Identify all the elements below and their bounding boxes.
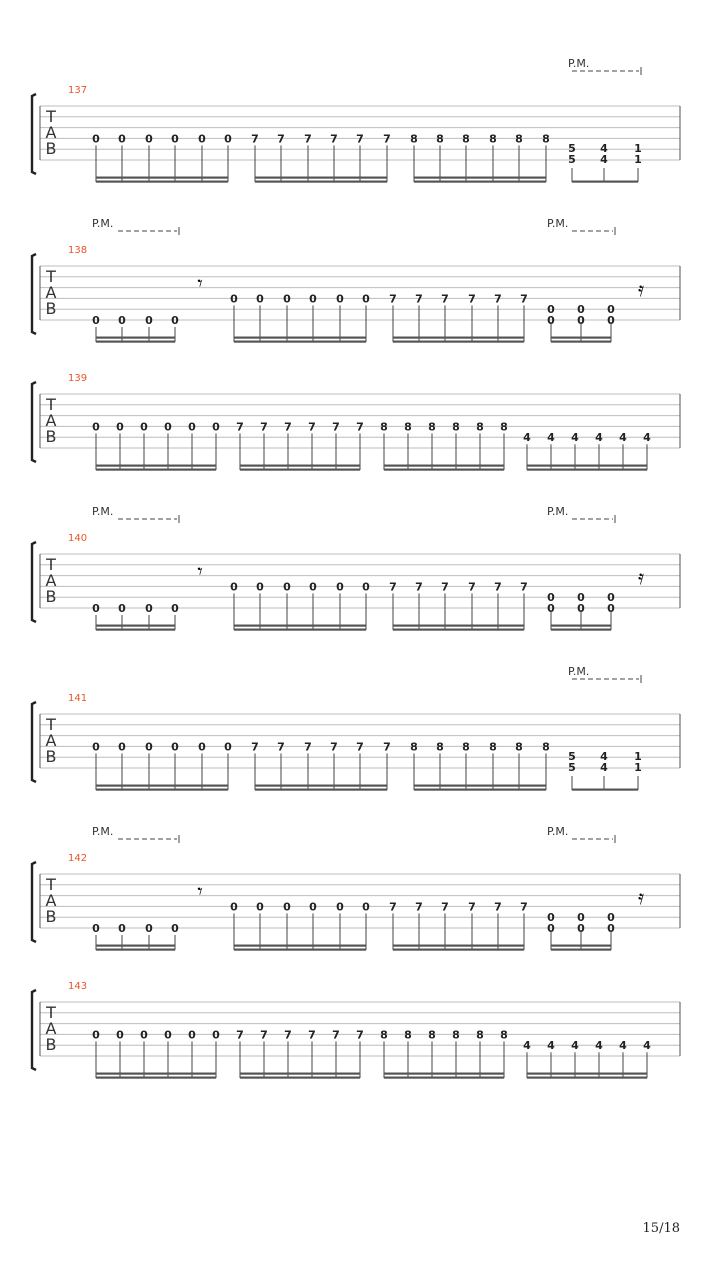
fret-number: 8 — [436, 740, 444, 754]
fret-number: 0 — [171, 314, 179, 327]
tab-clef-letter: B — [45, 587, 57, 606]
fret-number: 0 — [118, 602, 126, 615]
tab-clef-letter: A — [45, 283, 57, 302]
fret-number: 0 — [224, 132, 232, 146]
tab-clef-letter: T — [46, 555, 56, 574]
fret-number: 7 — [330, 740, 338, 754]
tab-clef-letter: A — [45, 731, 57, 750]
note-beam — [234, 625, 366, 627]
note-beam — [240, 469, 360, 471]
palm-mute-label: P.M. — [92, 505, 114, 518]
fret-number: 0 — [230, 292, 238, 306]
system-brace — [32, 542, 36, 622]
tab-clef-letter: A — [45, 891, 57, 910]
fret-number: 0 — [362, 900, 370, 914]
fret-number: 7 — [415, 580, 423, 594]
fret-number: 0 — [607, 922, 615, 936]
fret-number: 8 — [404, 1028, 412, 1042]
fret-number: 0 — [577, 911, 585, 925]
note-beam — [414, 785, 546, 787]
fret-number: 7 — [284, 1028, 292, 1042]
fret-number: 0 — [256, 580, 264, 594]
system-143 — [32, 981, 680, 1079]
note-beam — [551, 949, 611, 951]
fret-number: 0 — [362, 292, 370, 306]
page-number: 15/18 — [642, 1221, 680, 1236]
fret-number: 7 — [330, 132, 338, 146]
fret-number: 0 — [140, 1028, 148, 1042]
fret-number: 4 — [600, 761, 608, 774]
fret-number: 4 — [619, 431, 627, 445]
fret-number: 0 — [118, 740, 126, 754]
note-beam — [393, 629, 524, 631]
tab-clef-letter: T — [46, 1003, 56, 1022]
fret-number: 0 — [256, 292, 264, 306]
note-beam — [255, 177, 387, 179]
fret-number: 7 — [308, 1028, 316, 1042]
tab-clef-letter: B — [45, 299, 57, 318]
fret-number: 5 — [568, 750, 576, 763]
fret-number: 7 — [304, 132, 312, 146]
tab-clef-letter: T — [46, 107, 56, 126]
note-beam — [414, 789, 546, 791]
note-beam — [384, 465, 504, 467]
note-beam — [393, 341, 524, 343]
system-brace — [32, 702, 36, 782]
note-beam — [240, 1073, 360, 1075]
fret-number: 5 — [568, 142, 576, 155]
fret-number: 0 — [92, 132, 100, 146]
fret-number: 0 — [198, 740, 206, 754]
note-beam — [527, 1077, 647, 1079]
fret-number: 7 — [383, 740, 391, 754]
note-beam — [255, 181, 387, 183]
note-beam — [551, 341, 611, 343]
tab-clef-letter: T — [46, 715, 56, 734]
fret-number: 0 — [336, 580, 344, 594]
fret-number: 4 — [600, 750, 608, 763]
fret-number: 0 — [116, 420, 124, 434]
note-beam — [551, 629, 611, 631]
fret-number: 8 — [476, 420, 484, 434]
fret-number: 8 — [515, 740, 523, 754]
measure-number: 142 — [68, 853, 88, 864]
note-beam — [414, 177, 546, 179]
note-beam — [255, 789, 387, 791]
fret-number: 7 — [494, 900, 502, 914]
system-142 — [32, 825, 680, 951]
note-beam — [393, 945, 524, 947]
fret-number: 7 — [356, 740, 364, 754]
tab-clef-letter: T — [46, 875, 56, 894]
system-brace — [32, 862, 36, 942]
fret-number: 7 — [356, 132, 364, 146]
fret-number: 4 — [619, 1039, 627, 1053]
fret-number: 0 — [577, 591, 585, 605]
fret-number: 0 — [92, 922, 100, 935]
fret-number: 0 — [145, 740, 153, 754]
fret-number: 8 — [410, 740, 418, 754]
system-brace — [32, 382, 36, 462]
fret-number: 0 — [145, 132, 153, 146]
fret-number: 0 — [336, 292, 344, 306]
fret-number: 0 — [212, 1028, 220, 1042]
fret-number: 7 — [441, 900, 449, 914]
fret-number: 0 — [171, 602, 179, 615]
system-139 — [32, 373, 680, 471]
sixteenth-rest: 𝄿 — [637, 277, 645, 301]
fret-number: 0 — [547, 602, 555, 616]
note-beam — [96, 949, 175, 951]
note-beam — [96, 177, 228, 179]
fret-number: 8 — [380, 420, 388, 434]
fret-number: 4 — [523, 1039, 531, 1053]
fret-number: 0 — [362, 580, 370, 594]
fret-number: 0 — [230, 900, 238, 914]
fret-number: 0 — [256, 900, 264, 914]
fret-number: 0 — [577, 602, 585, 616]
fret-number: 0 — [577, 303, 585, 317]
fret-number: 0 — [145, 314, 153, 327]
system-141 — [32, 665, 680, 791]
tab-clef-letter: B — [45, 139, 57, 158]
fret-number: 1 — [634, 142, 642, 155]
note-beam — [551, 945, 611, 947]
fret-number: 4 — [643, 431, 651, 445]
fret-number: 0 — [140, 420, 148, 434]
note-beam — [572, 181, 638, 183]
fret-number: 0 — [547, 303, 555, 317]
fret-number: 0 — [607, 314, 615, 328]
fret-number: 7 — [260, 420, 268, 434]
fret-number: 7 — [277, 740, 285, 754]
note-beam — [96, 629, 175, 631]
fret-number: 7 — [494, 292, 502, 306]
note-beam — [240, 465, 360, 467]
fret-number: 0 — [164, 420, 172, 434]
fret-number: 7 — [332, 420, 340, 434]
fret-number: 8 — [489, 132, 497, 146]
note-beam — [96, 469, 216, 471]
fret-number: 7 — [251, 740, 259, 754]
note-beam — [527, 1073, 647, 1075]
fret-number: 0 — [171, 132, 179, 146]
palm-mute-label: P.M. — [568, 665, 590, 678]
fret-number: 0 — [118, 132, 126, 146]
fret-number: 7 — [468, 900, 476, 914]
fret-number: 8 — [476, 1028, 484, 1042]
fret-number: 0 — [198, 132, 206, 146]
note-beam — [96, 337, 175, 339]
fret-number: 0 — [116, 1028, 124, 1042]
note-beam — [255, 785, 387, 787]
note-beam — [384, 469, 504, 471]
fret-number: 7 — [520, 900, 528, 914]
fret-number: 8 — [462, 740, 470, 754]
tab-clef-letter: A — [45, 571, 57, 590]
fret-number: 5 — [568, 761, 576, 774]
fret-number: 8 — [380, 1028, 388, 1042]
eighth-rest: 𝄾 — [197, 879, 203, 903]
fret-number: 7 — [251, 132, 259, 146]
measure-number: 138 — [68, 245, 88, 256]
fret-number: 0 — [230, 580, 238, 594]
fret-number: 7 — [389, 900, 397, 914]
tab-clef-letter: A — [45, 1019, 57, 1038]
sixteenth-rest: 𝄿 — [637, 885, 645, 909]
fret-number: 7 — [332, 1028, 340, 1042]
fret-number: 0 — [547, 922, 555, 936]
fret-number: 4 — [547, 1039, 555, 1053]
measure-number: 137 — [68, 85, 88, 96]
system-138 — [32, 217, 680, 343]
fret-number: 4 — [595, 431, 603, 445]
fret-number: 0 — [283, 292, 291, 306]
fret-number: 0 — [188, 1028, 196, 1042]
fret-number: 8 — [489, 740, 497, 754]
fret-number: 0 — [336, 900, 344, 914]
fret-number: 7 — [284, 420, 292, 434]
fret-number: 0 — [145, 602, 153, 615]
fret-number: 0 — [607, 591, 615, 605]
system-brace — [32, 254, 36, 334]
fret-number: 0 — [188, 420, 196, 434]
fret-number: 4 — [643, 1039, 651, 1053]
fret-number: 0 — [212, 420, 220, 434]
note-beam — [234, 341, 366, 343]
note-beam — [527, 469, 647, 471]
note-beam — [96, 181, 228, 183]
measure-number: 143 — [68, 981, 88, 992]
fret-number: 8 — [500, 1028, 508, 1042]
note-beam — [240, 1077, 360, 1079]
system-brace — [32, 990, 36, 1070]
fret-number: 4 — [600, 142, 608, 155]
note-beam — [96, 465, 216, 467]
note-beam — [96, 1073, 216, 1075]
fret-number: 0 — [577, 922, 585, 936]
fret-number: 8 — [542, 740, 550, 754]
measure-number: 139 — [68, 373, 88, 384]
fret-number: 7 — [389, 292, 397, 306]
note-beam — [572, 789, 638, 791]
note-beam — [96, 1077, 216, 1079]
note-beam — [96, 625, 175, 627]
note-beam — [234, 629, 366, 631]
fret-number: 7 — [277, 132, 285, 146]
fret-number: 7 — [520, 292, 528, 306]
note-beam — [234, 949, 366, 951]
note-beam — [384, 1073, 504, 1075]
note-beam — [414, 181, 546, 183]
fret-number: 7 — [236, 1028, 244, 1042]
fret-number: 7 — [441, 292, 449, 306]
note-beam — [551, 337, 611, 339]
measure-number: 141 — [68, 693, 88, 704]
fret-number: 7 — [383, 132, 391, 146]
fret-number: 7 — [236, 420, 244, 434]
fret-number: 0 — [145, 922, 153, 935]
fret-number: 8 — [436, 132, 444, 146]
note-beam — [96, 341, 175, 343]
fret-number: 0 — [171, 740, 179, 754]
note-beam — [96, 789, 228, 791]
tab-clef-letter: A — [45, 123, 57, 142]
palm-mute-label: P.M. — [92, 217, 114, 230]
fret-number: 0 — [118, 314, 126, 327]
fret-number: 0 — [309, 900, 317, 914]
palm-mute-label: P.M. — [547, 825, 569, 838]
note-beam — [234, 337, 366, 339]
fret-number: 0 — [607, 303, 615, 317]
eighth-rest: 𝄾 — [197, 559, 203, 583]
fret-number: 4 — [600, 153, 608, 166]
note-beam — [96, 945, 175, 947]
fret-number: 0 — [547, 591, 555, 605]
note-beam — [384, 1077, 504, 1079]
fret-number: 1 — [634, 153, 642, 166]
sixteenth-rest: 𝄿 — [637, 565, 645, 589]
fret-number: 0 — [309, 580, 317, 594]
note-beam — [234, 945, 366, 947]
fret-number: 0 — [92, 740, 100, 754]
fret-number: 7 — [468, 580, 476, 594]
fret-number: 0 — [283, 900, 291, 914]
fret-number: 7 — [415, 292, 423, 306]
fret-number: 0 — [171, 922, 179, 935]
fret-number: 7 — [494, 580, 502, 594]
fret-number: 0 — [92, 420, 100, 434]
fret-number: 8 — [500, 420, 508, 434]
fret-number: 7 — [356, 1028, 364, 1042]
tab-clef-letter: B — [45, 907, 57, 926]
fret-number: 7 — [389, 580, 397, 594]
palm-mute-label: P.M. — [547, 217, 569, 230]
note-beam — [96, 785, 228, 787]
fret-number: 4 — [523, 431, 531, 445]
fret-number: 5 — [568, 153, 576, 166]
note-beam — [393, 949, 524, 951]
fret-number: 7 — [441, 580, 449, 594]
system-140 — [32, 505, 680, 631]
fret-number: 0 — [92, 314, 100, 327]
fret-number: 7 — [308, 420, 316, 434]
fret-number: 7 — [468, 292, 476, 306]
fret-number: 4 — [595, 1039, 603, 1053]
tab-clef-letter: B — [45, 427, 57, 446]
fret-number: 7 — [304, 740, 312, 754]
fret-number: 0 — [577, 314, 585, 328]
fret-number: 4 — [571, 1039, 579, 1053]
note-beam — [527, 465, 647, 467]
fret-number: 0 — [607, 911, 615, 925]
fret-number: 0 — [283, 580, 291, 594]
tab-clef-letter: T — [46, 395, 56, 414]
note-beam — [393, 625, 524, 627]
fret-number: 0 — [164, 1028, 172, 1042]
fret-number: 1 — [634, 761, 642, 774]
fret-number: 8 — [462, 132, 470, 146]
tab-clef-letter: B — [45, 747, 57, 766]
tab-clef-letter: A — [45, 411, 57, 430]
fret-number: 8 — [452, 1028, 460, 1042]
eighth-rest: 𝄾 — [197, 271, 203, 295]
fret-number: 7 — [260, 1028, 268, 1042]
fret-number: 8 — [428, 420, 436, 434]
palm-mute-label: P.M. — [92, 825, 114, 838]
fret-number: 4 — [547, 431, 555, 445]
note-beam — [393, 337, 524, 339]
system-137 — [32, 57, 680, 183]
fret-number: 4 — [571, 431, 579, 445]
fret-number: 7 — [356, 420, 364, 434]
fret-number: 0 — [224, 740, 232, 754]
fret-number: 8 — [515, 132, 523, 146]
measure-number: 140 — [68, 533, 88, 544]
fret-number: 8 — [404, 420, 412, 434]
fret-number: 0 — [309, 292, 317, 306]
note-beam — [551, 625, 611, 627]
tab-clef-letter: B — [45, 1035, 57, 1054]
fret-number: 0 — [92, 1028, 100, 1042]
fret-number: 7 — [520, 580, 528, 594]
system-brace — [32, 94, 36, 174]
fret-number: 8 — [428, 1028, 436, 1042]
palm-mute-label: P.M. — [568, 57, 590, 70]
fret-number: 1 — [634, 750, 642, 763]
fret-number: 0 — [118, 922, 126, 935]
tab-clef-letter: T — [46, 267, 56, 286]
fret-number: 0 — [547, 911, 555, 925]
fret-number: 7 — [415, 900, 423, 914]
fret-number: 0 — [607, 602, 615, 616]
fret-number: 0 — [92, 602, 100, 615]
fret-number: 8 — [452, 420, 460, 434]
palm-mute-label: P.M. — [547, 505, 569, 518]
fret-number: 8 — [410, 132, 418, 146]
fret-number: 0 — [547, 314, 555, 328]
fret-number: 8 — [542, 132, 550, 146]
